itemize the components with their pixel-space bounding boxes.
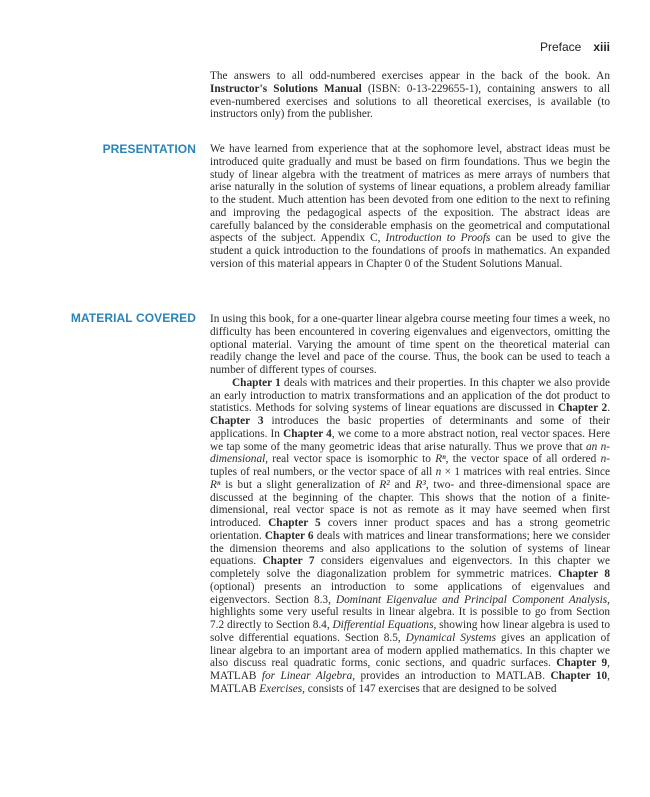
manual-title: Instructor's Solutions Manual bbox=[210, 82, 362, 95]
chapter-4-ref: Chapter 4 bbox=[283, 427, 332, 440]
material-paragraph-2 bbox=[210, 377, 610, 696]
intro-text-2: (ISBN: 0-13-229655-1), containing answers to all even-numbered exercises and solutions to all theoretical exercises, is available (to instructors only) from the publisher. bbox=[210, 82, 610, 121]
presentation-text: We have learned from experience that at the sophomore level, abstract ideas must be introduced quite gradually and must be based on firm foundations. Thus we begin the study of linear algebra with the treatment of matrices as mere arrays of numbers that arise naturally in the solution of systems of linear equations, a problem already familiar to the student. Much attention has been devoted from one edition to the next to refining and improving the pedagogical aspects of the exposition. The abstract ideas are carefully balanced by the considerable emphasis on the geometrical and computational aspects of the subject. Appendix C, bbox=[210, 143, 610, 245]
text-run: , real vector space is isomorphic to bbox=[265, 453, 436, 466]
text-run: , provides an introduction to MATLAB. bbox=[352, 670, 551, 682]
presentation-text-2: can be used to give the student a quick introduction to the foundations of proofs in mathematics. An expanded version of this material appears in Chapter 0 of the Student Solutions Manual. bbox=[210, 232, 610, 270]
text-run: introduces the basic properties of determinants and some of their applications. In bbox=[210, 415, 610, 440]
page-header bbox=[540, 40, 610, 54]
text-run: is but a slight generalization of bbox=[220, 478, 380, 491]
intro-text: The answers to all odd-numbered exercises appear in the back of the book. An bbox=[210, 70, 610, 82]
text-run: gives an application of linear algebra to an important area of modern applied mathematics. In this chapter we also discuss real quadratic forms, conic sections, and quadric surfaces. bbox=[210, 631, 610, 670]
text-run: covers inner product spaces and has a strong geometric orientation. bbox=[210, 517, 610, 542]
math-symbol: Rⁿ bbox=[435, 453, 446, 466]
presentation-paragraph bbox=[210, 143, 610, 271]
text-run: , consists of 147 exercises that are designed to be solved bbox=[302, 682, 557, 695]
text-run: , we come to a more abstract notion, real vector spaces. Here we tap some of the many geometric ideas that arise naturally. Thus we prove that bbox=[210, 427, 610, 453]
math-symbol: R³ bbox=[415, 478, 426, 491]
chapter-2-ref: Chapter 2 bbox=[557, 402, 608, 415]
section-title: Dominant Eigenvalue and Principal Component Analysis bbox=[335, 593, 608, 606]
text-run: -tuples of real numbers, or the vector space of all bbox=[210, 453, 610, 478]
running-title: Preface bbox=[539, 40, 582, 54]
text-run: , highlights some very useful results in linear algebra. It is possible to go from Section 7.2 directly to Section 8.4, bbox=[210, 593, 610, 631]
chapter-title: Exercises bbox=[259, 682, 303, 695]
chapter-6-ref: Chapter 6 bbox=[264, 529, 314, 542]
text-run: . bbox=[607, 402, 611, 415]
material-covered-heading: MATERIAL COVERED bbox=[70, 311, 196, 325]
page-number: xiii bbox=[593, 40, 610, 54]
chapter-7-ref: Chapter 7 bbox=[262, 555, 315, 568]
text-run: × 1 matrices with real entries. Since bbox=[441, 466, 610, 478]
text-run: , showing how linear algebra is used to solve differential equations. Section 8.5, bbox=[210, 619, 610, 644]
math-symbol: R² bbox=[379, 478, 390, 491]
chapter-5-ref: Chapter 5 bbox=[268, 517, 321, 529]
text-run: (optional) presents an introduction to some applications of eigenvalues and eigenvectors. Section 8.3, bbox=[210, 580, 610, 606]
chapter-title: for Linear Algebra bbox=[261, 670, 353, 682]
text-run: , MATLAB bbox=[210, 670, 610, 695]
section-title: Dynamical Systems bbox=[405, 631, 496, 644]
text-run: and bbox=[389, 478, 416, 491]
text-run: , two- and three-dimensional space are discussed at the beginning of the chapter. This shows that the notion of a finite-dimensional, real vector space is not as remote as it may have seemed when first introduced. bbox=[210, 478, 610, 529]
material-covered-section bbox=[210, 313, 610, 696]
chapter-9-ref: Chapter 9 bbox=[556, 657, 608, 670]
math-symbol: n bbox=[600, 453, 607, 466]
material-paragraph-1: In using this book, for a one-quarter linear algebra course meeting four times a week, no difficulty has been encountered in covering eigenvalues and eigenvectors, omitting the optional material. Varying the amount of time spent on the theoretical material can readily change the level and pace of the course. Thus, the book can be used to teach a number of different types of courses. bbox=[210, 313, 610, 376]
appendix-title: Introduction to Proofs bbox=[385, 232, 491, 245]
math-symbol: Rⁿ bbox=[210, 478, 221, 491]
chapter-8-ref: Chapter 8 bbox=[558, 568, 610, 580]
emphasis: an n-dimensional bbox=[210, 440, 610, 466]
math-symbol: n bbox=[435, 466, 442, 478]
text-run: deals with matrices and linear transformations; here we consider the dimension theorems and also applications to the solution of systems of linear equations. bbox=[210, 529, 611, 568]
text-run: , MATLAB bbox=[210, 657, 610, 682]
chapter-1-ref: Chapter 1 bbox=[232, 376, 281, 389]
section-title: Differential Equations bbox=[332, 619, 434, 631]
text-run: considers eigenvalues and eigenvectors. In this chapter we completely solve the diagonalization problem for symmetric matrices. bbox=[210, 555, 610, 580]
chapter-3-ref: Chapter 3 bbox=[210, 415, 264, 427]
presentation-heading: PRESENTATION bbox=[102, 142, 196, 156]
chapter-10-ref: Chapter 10 bbox=[550, 670, 608, 682]
text-run: , the vector space of all ordered bbox=[445, 453, 601, 466]
intro-paragraph bbox=[210, 70, 610, 121]
text-run: deals with matrices and their properties. In this chapter we also provide an early introduction to matrix transformations and an application of the dot product to statistics. Methods for solving systems of linear equations are discussed in bbox=[210, 376, 610, 415]
